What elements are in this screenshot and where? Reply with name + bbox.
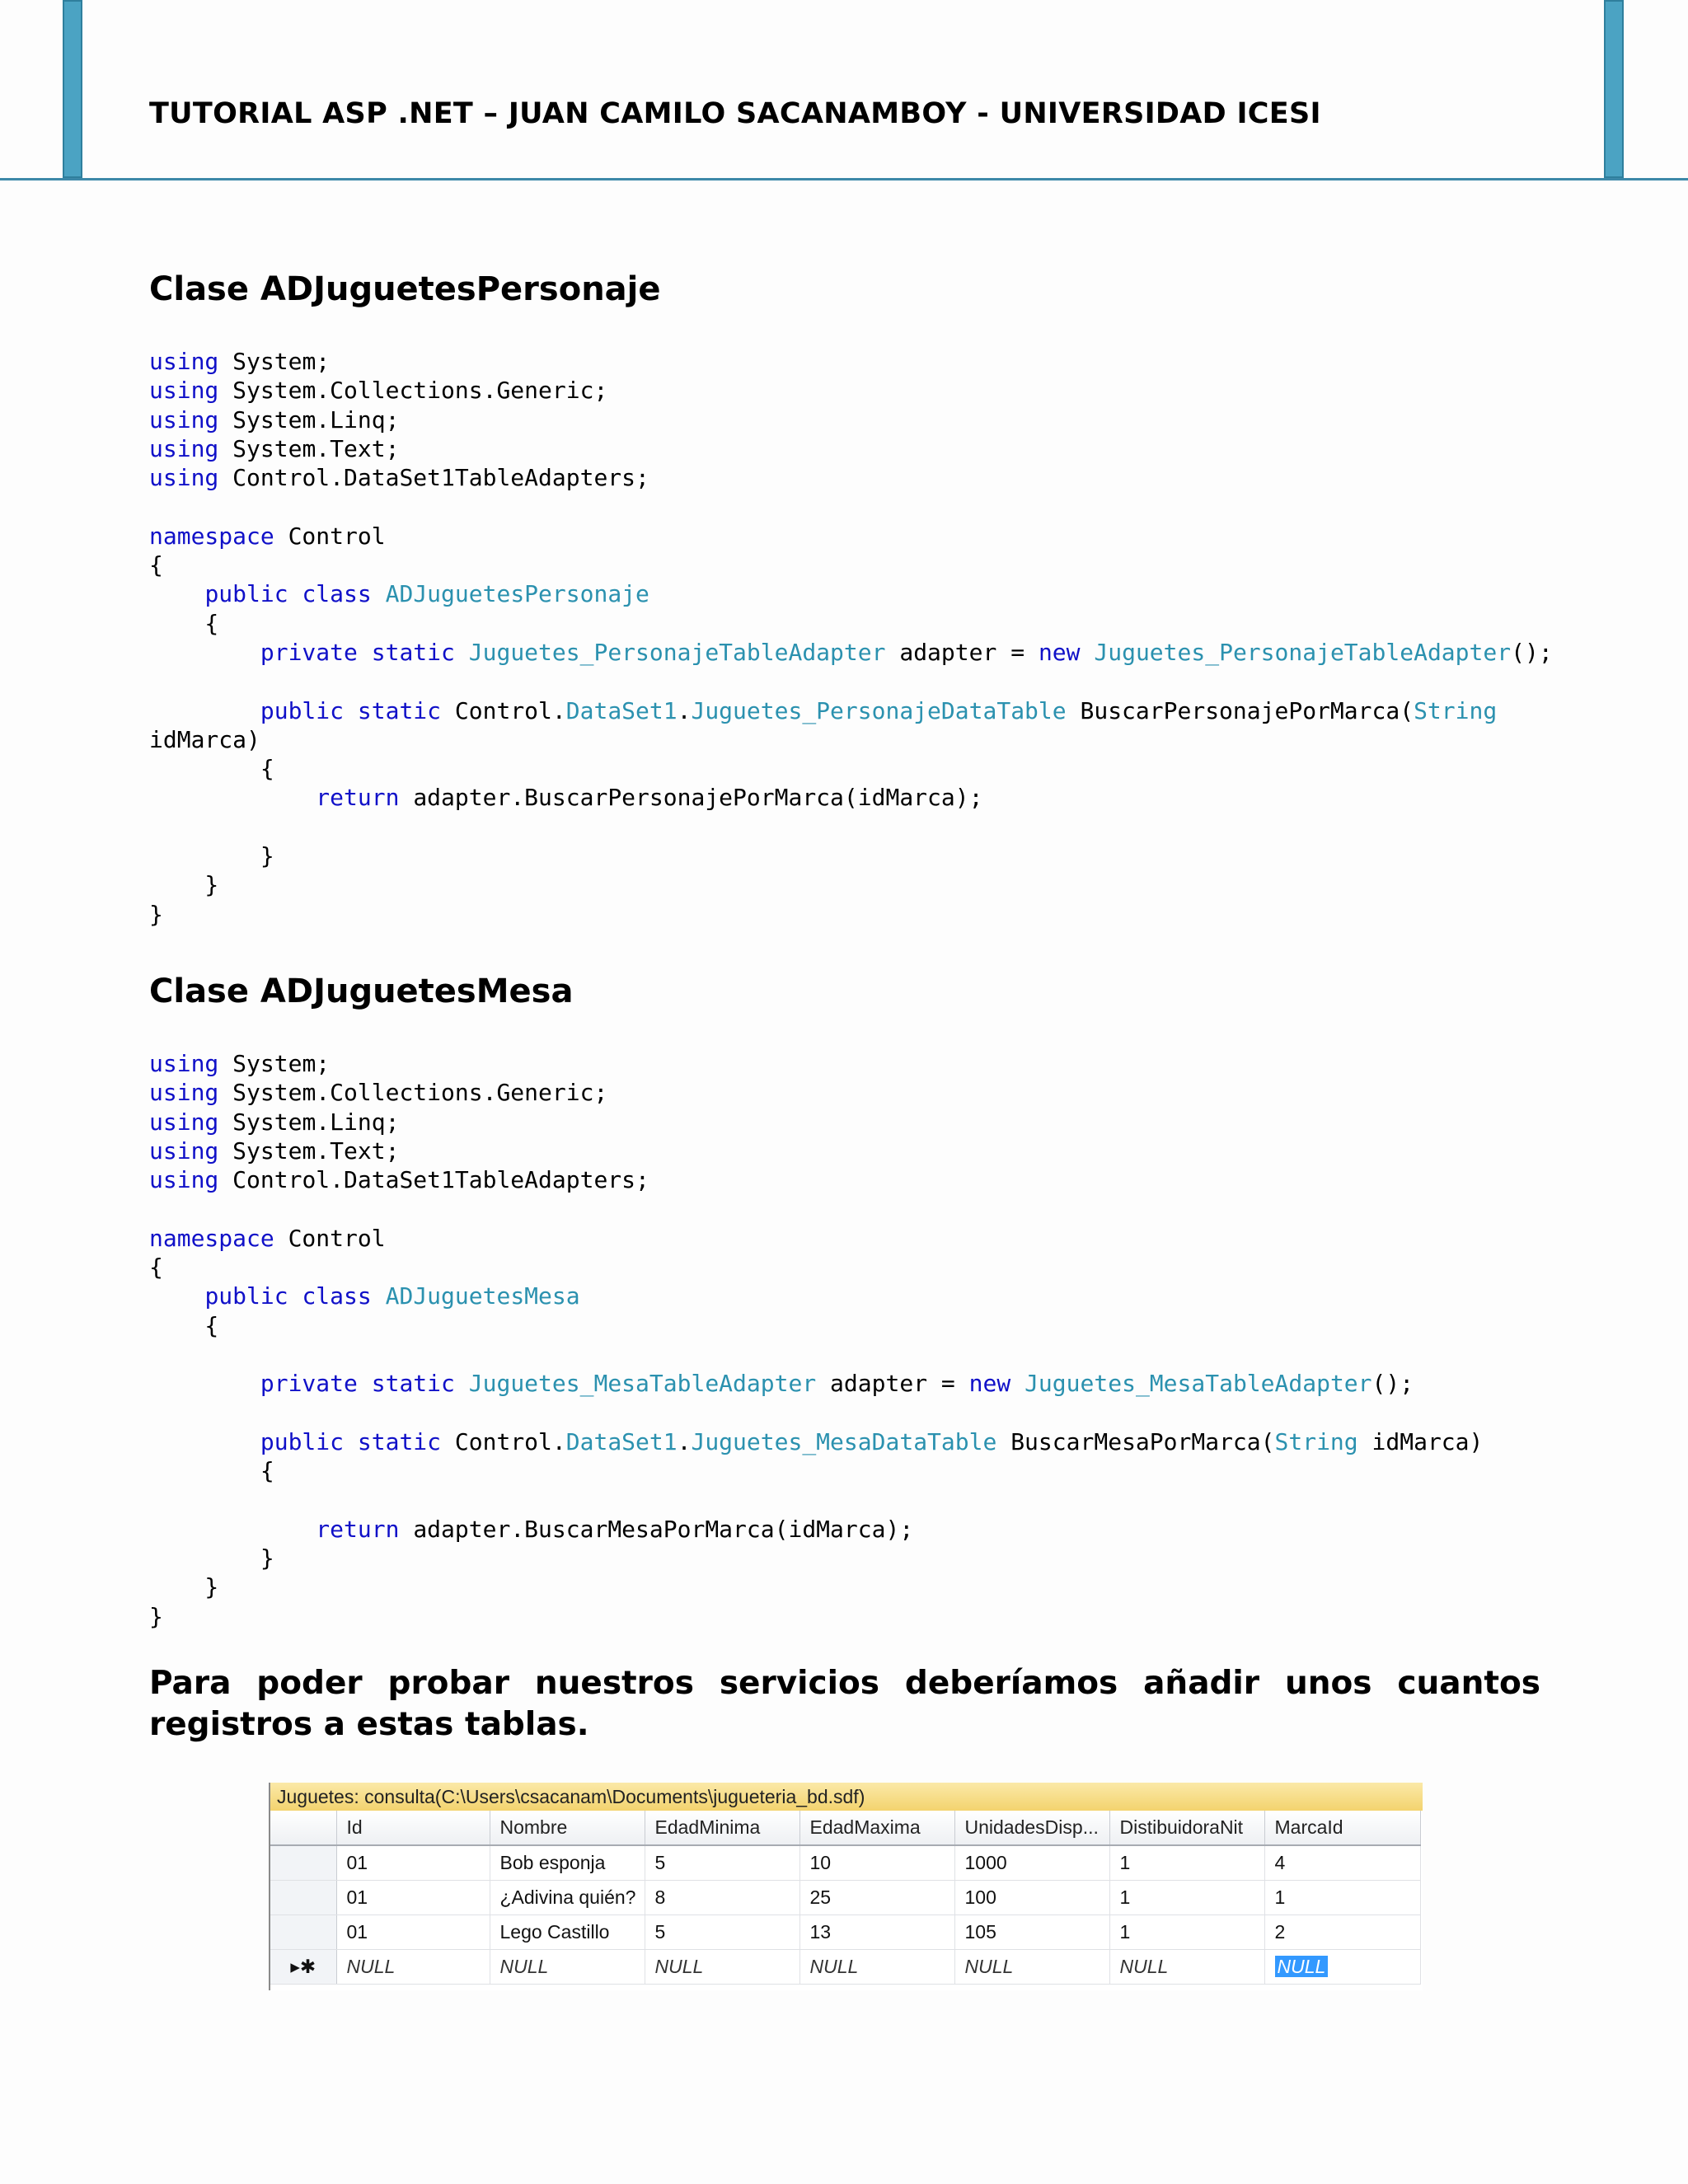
- grid-cell[interactable]: NULL: [954, 1950, 1109, 1985]
- new-row: [270, 1950, 1421, 1985]
- grid-cell[interactable]: Lego Castillo: [490, 1915, 645, 1950]
- column-header[interactable]: EdadMaxima: [799, 1811, 954, 1845]
- instruction-paragraph: Para poder probar nuestros servicios deberíamos añadir unos cuantos registros a estas tablas.: [149, 1665, 1540, 1743]
- code-block-personaje: using System; using System.Collections.Generic; using System.Linq; using System.Text; using Control.DataSet1TableAdapters; namespace Control { public class ADJuguetesPersonaje { private static Juguetes_PersonajeTableAdapter adapter = new Juguetes_PersonajeTableAdapter(); public static Control.DataSet1.Juguetes_PersonajeDataTable BuscarPersonajePorMarca(String idMarca) { return adapter.BuscarPersonajePorMarca(idMarca); } } }: [149, 348, 1553, 928]
- grid-cell[interactable]: 01: [336, 1845, 490, 1881]
- new-row-marker-icon[interactable]: ▸✱: [270, 1950, 336, 1985]
- grid-header-row: [270, 1811, 1421, 1845]
- grid-cell[interactable]: 8: [645, 1881, 799, 1915]
- header-bar-left: [63, 0, 82, 178]
- header-bar-right: [1604, 0, 1624, 178]
- grid-cell[interactable]: 1000: [954, 1845, 1109, 1881]
- grid-cell[interactable]: 1: [1109, 1845, 1264, 1881]
- column-header[interactable]: UnidadesDisp...: [954, 1811, 1109, 1845]
- column-header[interactable]: Id: [336, 1811, 490, 1845]
- row-selector[interactable]: [270, 1915, 336, 1950]
- grid-cell[interactable]: 1: [1109, 1881, 1264, 1915]
- page-header-title: TUTORIAL ASP .NET – JUAN CAMILO SACANAMBOY - UNIVERSIDAD ICESI: [149, 97, 1321, 130]
- grid-cell[interactable]: 105: [954, 1915, 1109, 1950]
- table-row: [270, 1915, 1421, 1950]
- grid-cell[interactable]: 5: [645, 1845, 799, 1881]
- grid-cell[interactable]: NULL: [799, 1950, 954, 1985]
- column-header[interactable]: Nombre: [490, 1811, 645, 1845]
- grid-cell[interactable]: 2: [1264, 1915, 1421, 1950]
- section-heading-personaje: Clase ADJuguetesPersonaje: [149, 270, 661, 308]
- selected-cell-value: NULL: [1275, 1956, 1329, 1977]
- code-block-mesa: using System; using System.Collections.Generic; using System.Linq; using System.Text; using Control.DataSet1TableAdapters; namespace Control { public class ADJuguetesMesa { private static Juguetes_MesaTableAdapter adapter = new Juguetes_MesaTableAdapter(); public static Control.DataSet1.Juguetes_MesaDataTable BuscarMesaPorMarca(String idMarca) { return adapter.BuscarMesaPorMarca(idMarca); } } }: [149, 1050, 1484, 1630]
- grid-cell[interactable]: 25: [799, 1881, 954, 1915]
- row-selector-header[interactable]: [270, 1811, 336, 1845]
- table-row: [270, 1845, 1421, 1881]
- grid-cell[interactable]: NULL: [490, 1950, 645, 1985]
- header-divider: [0, 178, 1688, 180]
- grid-cell-selected[interactable]: [1264, 1950, 1421, 1985]
- grid-cell[interactable]: Bob esponja: [490, 1845, 645, 1881]
- grid-cell[interactable]: 100: [954, 1881, 1109, 1915]
- grid-cell[interactable]: 10: [799, 1845, 954, 1881]
- grid-cell[interactable]: NULL: [336, 1950, 490, 1985]
- column-header[interactable]: EdadMinima: [645, 1811, 799, 1845]
- grid-cell[interactable]: 01: [336, 1915, 490, 1950]
- query-results-window: [269, 1783, 1423, 1990]
- grid-cell[interactable]: 5: [645, 1915, 799, 1950]
- query-window-title: Juguetes: consulta(C:\Users\csacanam\Documents\jugueteria_bd.sdf): [270, 1783, 1423, 1811]
- grid-cell[interactable]: 13: [799, 1915, 954, 1950]
- column-header[interactable]: MarcaId: [1264, 1811, 1421, 1845]
- grid-cell[interactable]: NULL: [645, 1950, 799, 1985]
- table-row: [270, 1881, 1421, 1915]
- grid-cell[interactable]: ¿Adivina quién?: [490, 1881, 645, 1915]
- results-grid: [270, 1811, 1421, 1985]
- grid-cell[interactable]: NULL: [1109, 1950, 1264, 1985]
- row-selector[interactable]: [270, 1845, 336, 1881]
- grid-cell[interactable]: 01: [336, 1881, 490, 1915]
- section-heading-mesa: Clase ADJuguetesMesa: [149, 972, 574, 1010]
- grid-cell[interactable]: 4: [1264, 1845, 1421, 1881]
- row-selector[interactable]: [270, 1881, 336, 1915]
- grid-cell[interactable]: 1: [1264, 1881, 1421, 1915]
- grid-cell[interactable]: 1: [1109, 1915, 1264, 1950]
- column-header[interactable]: DistibuidoraNit: [1109, 1811, 1264, 1845]
